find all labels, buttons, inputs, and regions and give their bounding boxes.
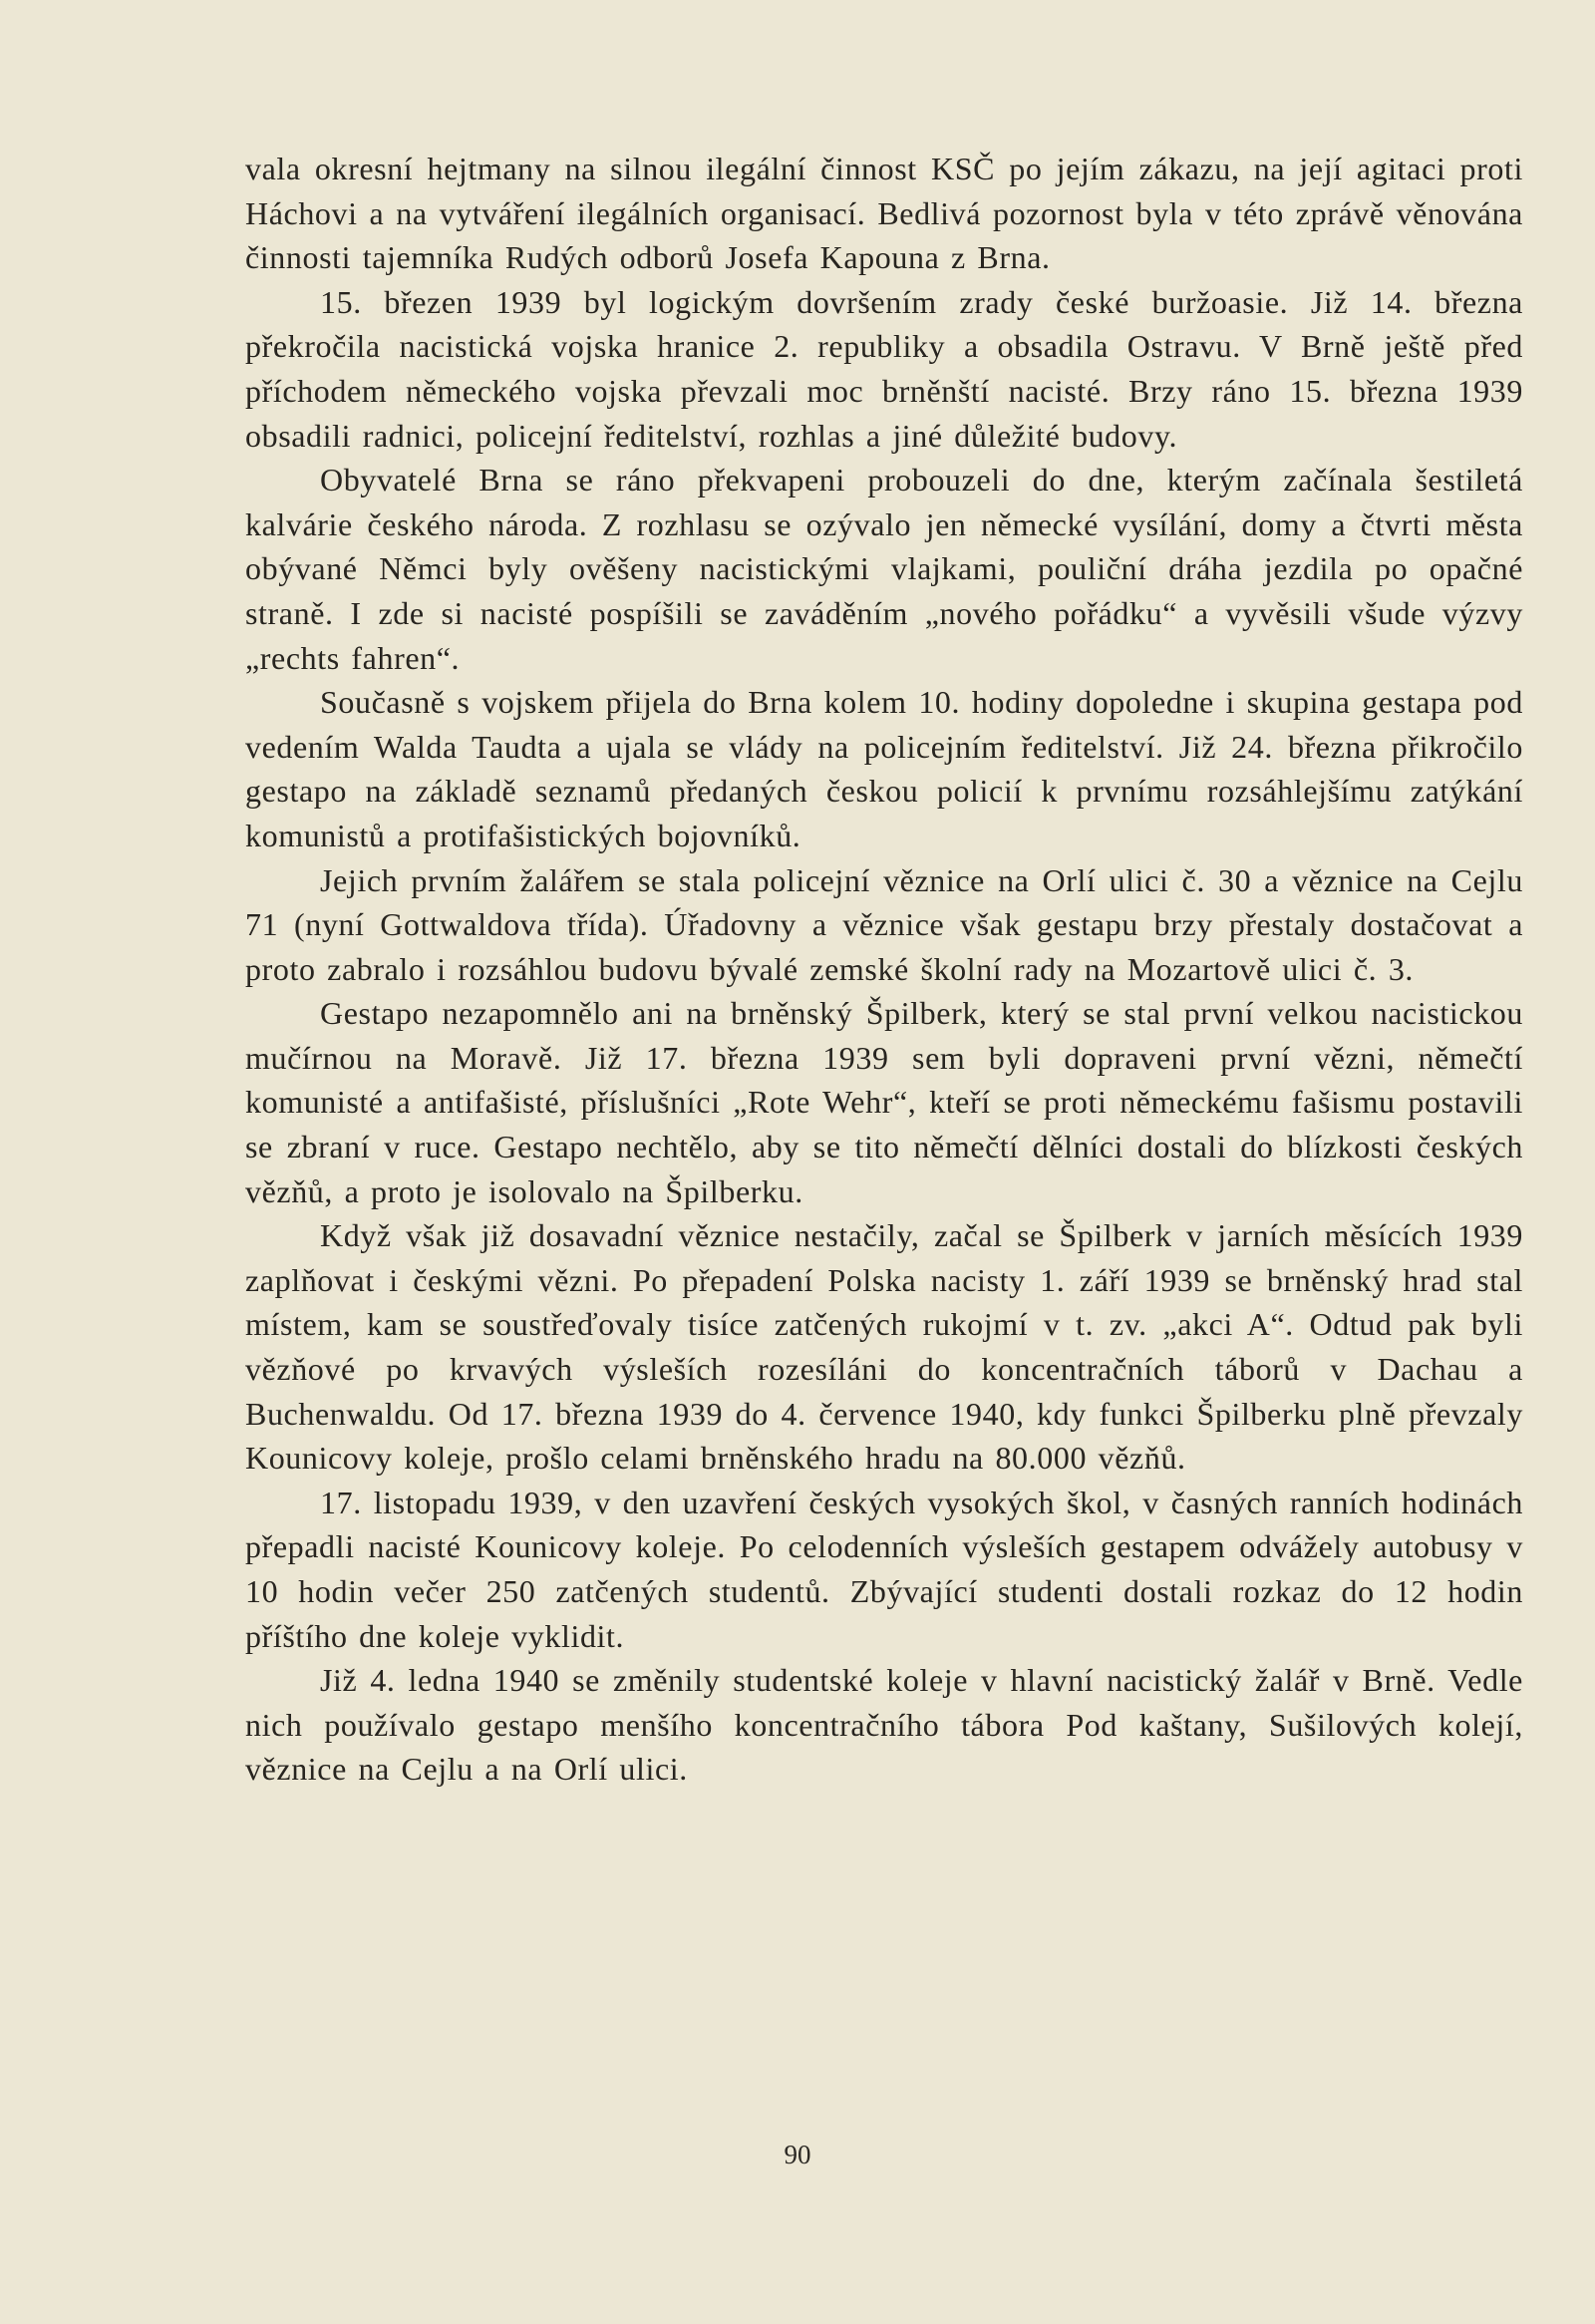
paragraph: Již 4. ledna 1940 se změnily studentské koleje v hlavní nacistický žalář v Brně. Vedle nich používalo gestapo menšího koncentračního tábora Pod kaštany, Sušilových kolejí, věznice na Cejlu a na Orlí ulici. <box>245 1662 1523 1788</box>
page-number: 90 <box>784 2140 811 2169</box>
paragraph: Současně s vojskem přijela do Brna kolem 10. hodiny dopoledne i skupina gestapa pod vedením Walda Taudta a ujala se vlády na policejním ředitelství. Již 24. března přikročilo gestapo na základě seznamů předaných českou policií k prvnímu rozsáhlejšímu zatýkání komunistů a protifašistických bojovníků. <box>245 684 1523 853</box>
body-text <box>245 147 1523 1792</box>
paragraph: Když však již dosavadní věznice nestačily, začal se Špilberk v jarních měsících 1939 zaplňovat i českými vězni. Po přepadení Polska nacisty 1. září 1939 se brněnský hrad stal místem, kam se soustřeďovaly tisíce zatčených rukojmí v t. zv. „akci A“. Odtud pak byli vězňové po krvavých výsleších rozesíláni do koncentračních táborů v Dachau a Buchenwaldu. Od 17. března 1939 do 4. července 1940, kdy funkci Špilberku plně převzaly Kounicovy koleje, prošlo celami brněnského hradu na 80.000 vězňů. <box>245 1217 1523 1477</box>
paragraph: Obyvatelé Brna se ráno překvapeni probouzeli do dne, kterým začínala šestiletá kalvárie českého národa. Z rozhlasu se ozývalo jen německé vysílání, domy a čtvrti města obývané Němci byly ověšeny nacistickými vlajkami, pouliční dráha jezdila po opačné straně. I zde si nacisté pospíšili se zaváděním „nového pořádku“ a vyvěsili všude výzvy „rechts fahren“. <box>245 462 1523 676</box>
paragraph: Gestapo nezapomnělo ani na brněnský Špilberk, který se stal první velkou nacistickou mučírnou na Moravě. Již 17. března 1939 sem byli dopraveni první vězni, němečtí komunisté a antifašisté, příslušníci „Rote Wehr“, kteří se proti německému fašismu postavili se zbraní v ruce. Gestapo nechtělo, aby se tito němečtí dělníci dostali do blízkosti českých vězňů, a proto je isolovalo na Špilberku. <box>245 995 1523 1209</box>
paragraph: 17. listopadu 1939, v den uzavření českých vysokých škol, v časných ranních hodinách přepadli nacisté Kounicovy koleje. Po celodenních výsleších gestapem odvážely autobusy v 10 hodin večer 250 zatčených studentů. Zbývající studenti dostali rozkaz do 12 hodin příštího dne koleje vyklidit. <box>245 1484 1523 1654</box>
paragraph: 15. březen 1939 byl logickým dovršením zrady české buržoasie. Již 14. března překročila nacistická vojska hranice 2. republiky a obsadila Ostravu. V Brně ještě před příchodem německého vojska převzali moc brněnští nacisté. Brzy ráno 15. března 1939 obsadili radnici, policejní ředitelství, rozhlas a jiné důležité budovy. <box>245 283 1523 454</box>
paragraph: vala okresní hejtmany na silnou ilegální činnost KSČ po jejím zákazu, na její agitaci proti Háchovi a na vytváření ilegálních organisací. Bedlivá pozornost byla v této zprávě věnována činnosti tajemníka Rudých odborů Josefa Kapouna z Brna. <box>245 151 1523 276</box>
paragraph: Jejich prvním žalářem se stala policejní věznice na Orlí ulici č. 30 a věznice na Cejlu 71 (nyní Gottwaldova třída). Úřadovny a věznice však gestapu brzy přestaly dostačovat a proto zabralo i rozsáhlou budovu bývalé zemské školní rady na Mozartově ulici č. 3. <box>245 861 1523 987</box>
